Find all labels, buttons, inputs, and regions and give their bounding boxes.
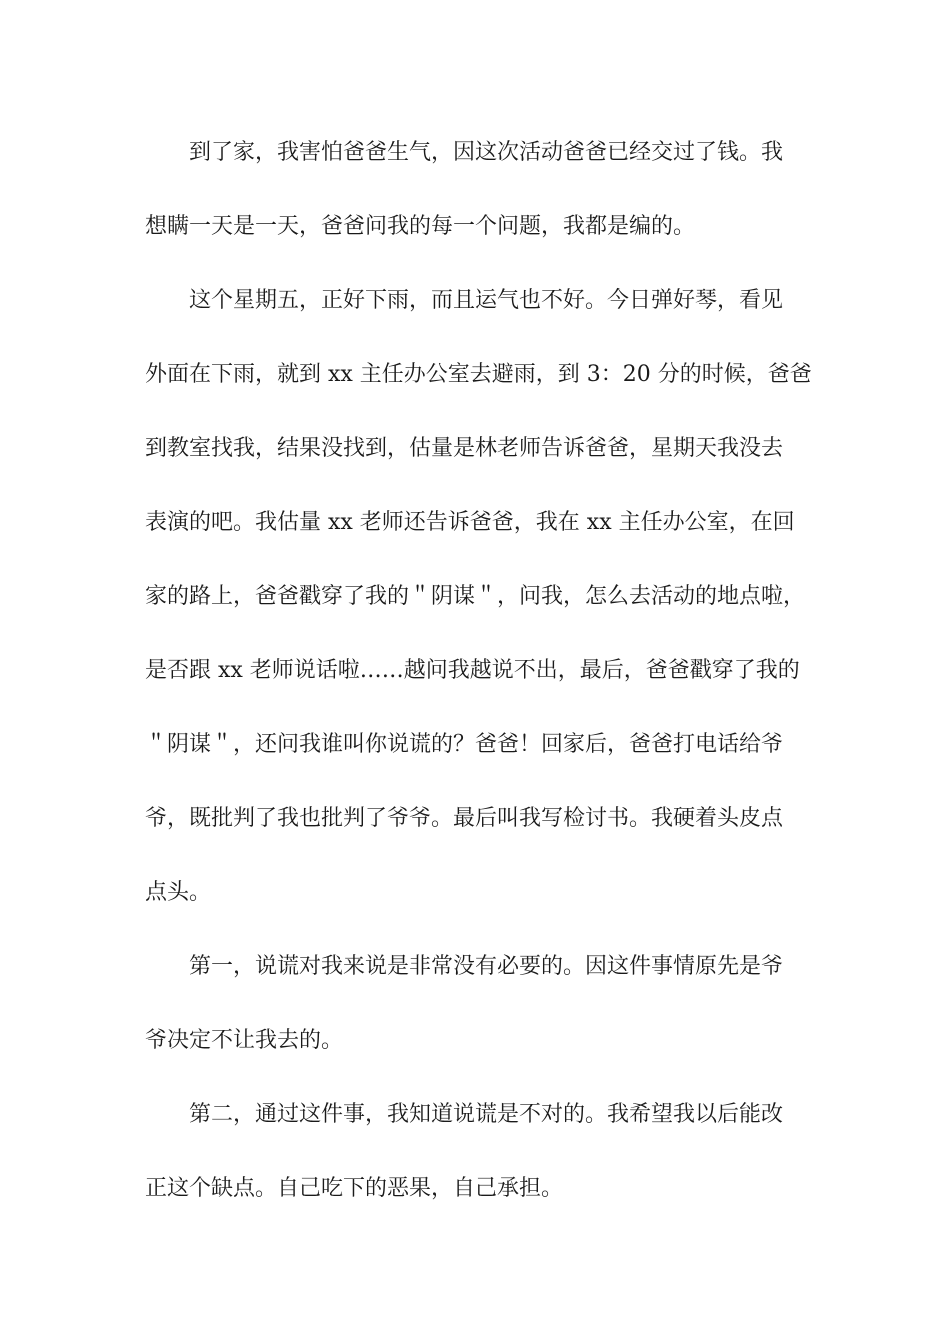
text-line: 爷决定不让我去的。: [145, 1028, 344, 1053]
paragraph-1: [145, 116, 807, 264]
text-line: ＂阴谋＂，还问我谁叫你说谎的？爸爸！回家后，爸爸打电话给爷: [145, 732, 784, 757]
text-line: 表演的吧。我估量 xx 老师还告诉爸爸，我在 xx 主任办公室，在回: [145, 510, 795, 535]
text-line: 第二，通过这件事，我知道说谎是不对的。我希望我以后能改: [189, 1102, 784, 1127]
text-line: 这个星期五，正好下雨，而且运气也不好。今日弹好琴，看见: [189, 288, 784, 313]
text-line: 爷，既批判了我也批判了爷爷。最后叫我写检讨书。我硬着头皮点: [145, 806, 784, 831]
text-line: 家的路上，爸爸戳穿了我的＂阴谋＂，问我，怎么去活动的地点啦，: [145, 584, 806, 609]
text-line: 到了家，我害怕爸爸生气，因这次活动爸爸已经交过了钱。我: [189, 140, 784, 165]
text-line: 外面在下雨，就到 xx 主任办公室去避雨，到 3：20 分的时候，爸爸: [145, 362, 812, 387]
paragraph-2: [145, 264, 812, 930]
paragraph-4: [145, 1078, 807, 1226]
text-line: 想瞒一天是一天，爸爸问我的每一个问题，我都是编的。: [145, 214, 696, 239]
text-line: 第一，说谎对我来说是非常没有必要的。因这件事情原先是爷: [189, 954, 784, 979]
text-line: 正这个缺点。自己吃下的恶果，自己承担。: [145, 1176, 564, 1201]
text-line: 点头。: [145, 880, 212, 905]
text-line: 到教室找我，结果没找到，估量是林老师告诉爸爸，星期天我没去: [145, 436, 784, 461]
document-body: [145, 116, 812, 1226]
paragraph-3: [145, 930, 807, 1078]
text-line: 是否跟 xx 老师说话啦……越问我越说不出，最后，爸爸戳穿了我的: [145, 658, 800, 683]
